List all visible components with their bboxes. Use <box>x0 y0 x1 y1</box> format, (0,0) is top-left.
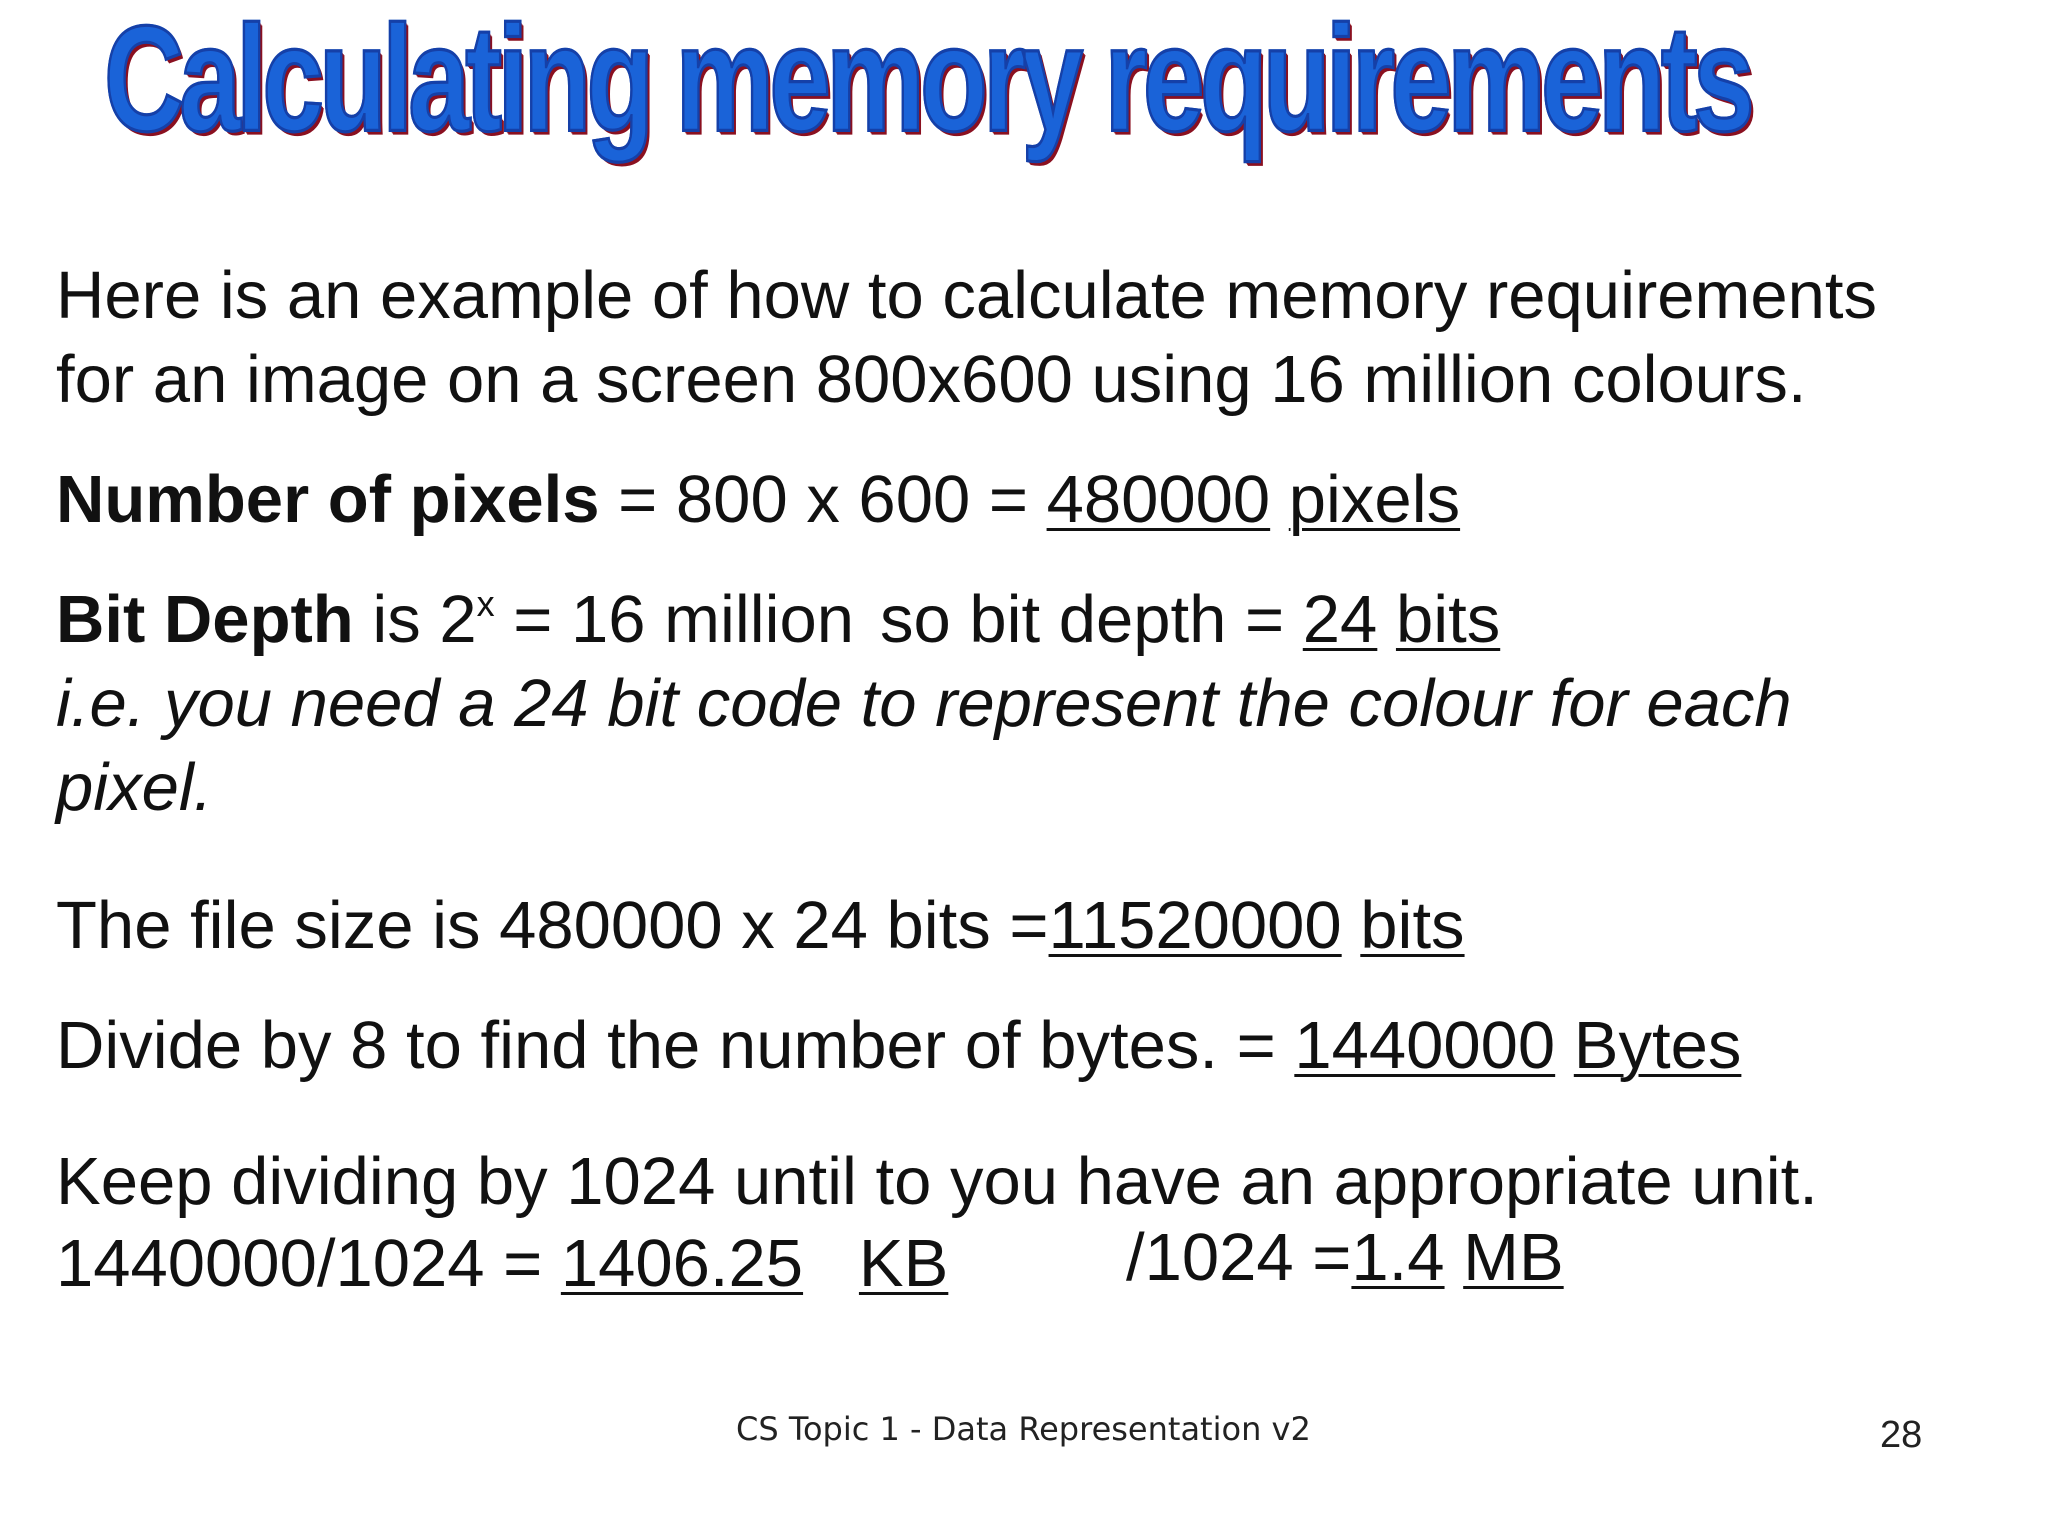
bytes-unit: Bytes <box>1573 1008 1742 1083</box>
bitdepth-note-1: i.e. you need a 24 bit code to represent the colour for each <box>56 666 1792 741</box>
units-kb-value: 1406.25 <box>560 1226 804 1301</box>
page-number: 28 <box>1880 1414 1923 1456</box>
units-mb-expr: /1024 = <box>1126 1220 1352 1295</box>
bitdepth-result <box>880 578 1500 662</box>
filesize-text: The file size is 480000 x 24 bits = <box>56 888 1049 963</box>
footer-caption: CS Topic 1 - Data Representation v2 <box>736 1410 1311 1448</box>
units-mb-unit: MB <box>1463 1220 1564 1295</box>
bitdepth-expr: = 16 million <box>494 582 855 657</box>
pixels-value: 480000 <box>1046 462 1271 537</box>
pixels-row <box>56 458 1460 542</box>
units-kb-unit: KB <box>858 1226 949 1301</box>
filesize-row <box>56 884 1465 968</box>
filesize-value: 11520000 <box>1048 888 1342 963</box>
pixels-label: Number of pixels <box>56 462 600 537</box>
bytes-row <box>56 1004 1741 1088</box>
pixels-expr: = 800 x 600 = <box>599 462 1047 537</box>
slide-title: Calculating memory requirements <box>104 0 1751 164</box>
bitdepth-is: is 2 <box>353 582 477 657</box>
intro-line-1: Here is an example of how to calculate memory requirements <box>56 258 1877 333</box>
units-mb-row <box>1126 1216 1564 1300</box>
filesize-unit: bits <box>1360 888 1465 963</box>
units-kb-expr: 1440000/1024 = <box>56 1226 561 1301</box>
bitdepth-exponent: x <box>476 583 495 624</box>
units-kb-row <box>56 1222 948 1306</box>
bytes-value: 1440000 <box>1294 1008 1556 1083</box>
bitdepth-note-2: pixel. <box>56 750 213 825</box>
bitdepth-so: so bit depth = <box>880 582 1303 657</box>
bitdepth-label: Bit Depth <box>56 582 354 657</box>
bitdepth-unit: bits <box>1395 582 1501 657</box>
bitdepth-value: 24 <box>1302 582 1378 657</box>
units-mb-value: 1.4 <box>1351 1220 1445 1295</box>
pixels-unit: pixels <box>1288 462 1461 537</box>
units-line-1: Keep dividing by 1024 until to you have an appropriate unit. <box>56 1144 1818 1219</box>
bitdepth-row <box>56 578 854 662</box>
bytes-text: Divide by 8 to find the number of bytes. = <box>56 1008 1295 1083</box>
intro-line-2: for an image on a screen 800x600 using 16 million colours. <box>56 342 1807 417</box>
